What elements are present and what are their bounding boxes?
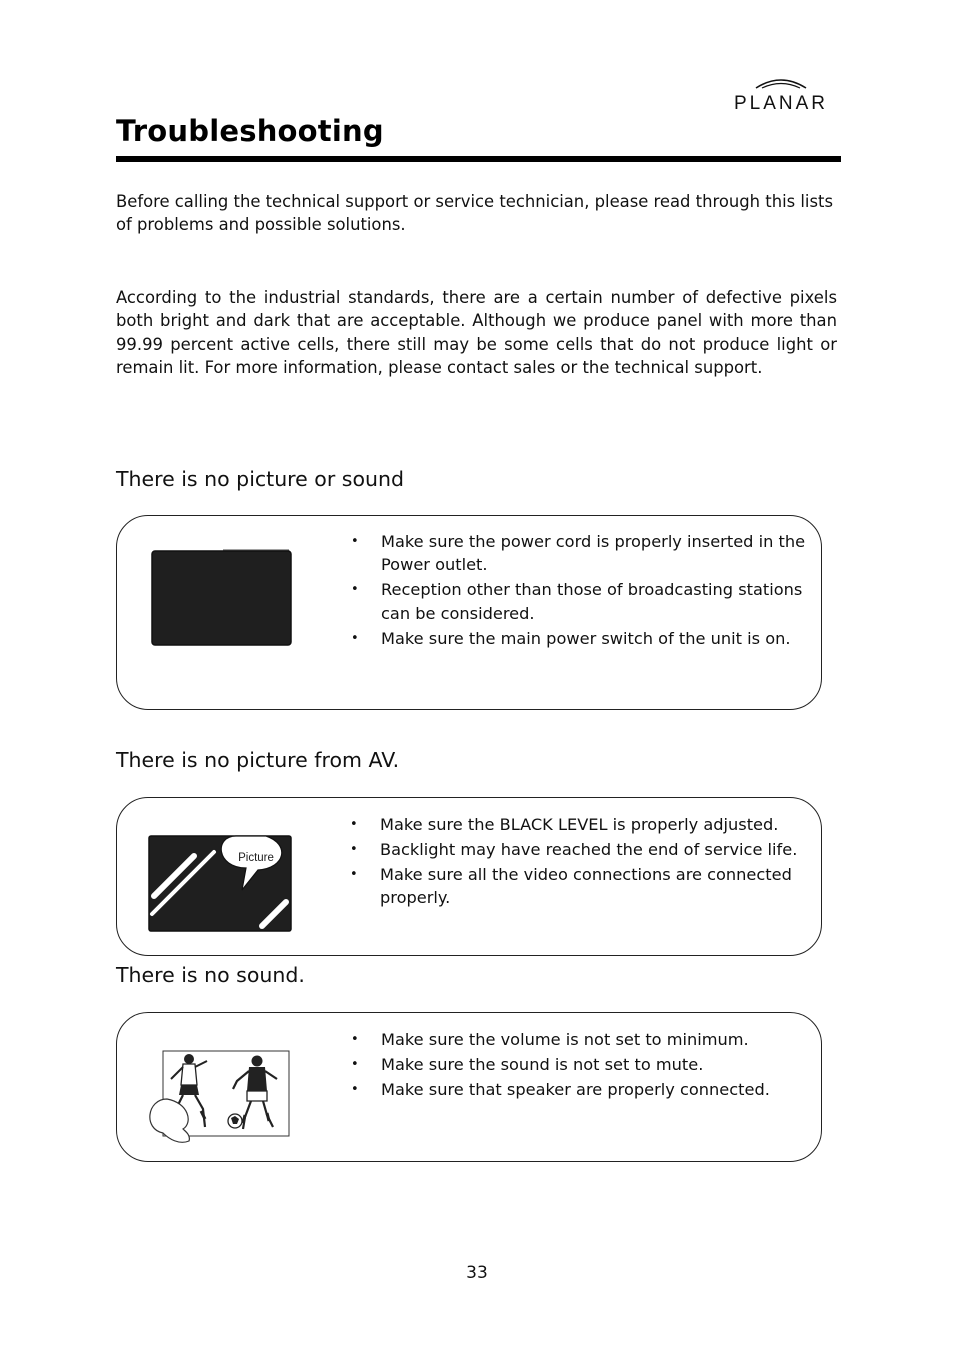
section-title-no-sound: There is no sound. [116, 963, 305, 987]
planar-logo [722, 76, 840, 116]
blank-screen-icon [151, 548, 293, 650]
list-item: • Make sure the sound is not set to mute. [349, 1053, 817, 1076]
solution-list [349, 1028, 817, 1103]
soccer-players-icon [145, 1049, 293, 1149]
list-item: • Make sure that speaker are properly connected. [349, 1078, 817, 1101]
list-item: • Make sure the volume is not set to minimum. [349, 1028, 817, 1051]
list-item: • Make sure the main power switch of the unit is on. [349, 627, 817, 650]
page-number: 33 [466, 1263, 488, 1283]
card-no-picture-or-sound [116, 515, 822, 710]
list-item: • Make sure the power cord is properly inserted in the Power outlet. [349, 530, 817, 577]
list-item: • Make sure all the video connections are connected properly. [348, 863, 816, 910]
section-title-no-picture-or-sound: There is no picture or sound [116, 467, 405, 491]
solution-list [349, 530, 817, 652]
pixel-policy-paragraph: According to the industrial standards, there are a certain number of defective pixels both bright and dark that are acceptable. Although we produce panel with more than 99.99 percent active cells, there still may be some cells that do not produce light or remain lit. For more information, please contact sales or the technical support. [116, 288, 837, 378]
logo-text: PLANAR [733, 93, 829, 114]
logo-arc-icon [754, 76, 808, 90]
card-no-sound [116, 1012, 822, 1162]
list-item: • Make sure the BLACK LEVEL is properly adjusted. [348, 813, 816, 836]
page-title: Troubleshooting [116, 114, 384, 148]
title-rule [116, 156, 841, 162]
intro-paragraph: Before calling the technical support or service technician, please read through this lists of problems and possible solutions. [116, 192, 833, 235]
list-item: • Reception other than those of broadcasting stations can be considered. [349, 578, 817, 625]
bubble-text: Picture [238, 852, 274, 864]
screen-speech-bubble-icon [148, 834, 294, 938]
section-title-no-picture-from-av: There is no picture from AV. [116, 748, 400, 772]
list-item: • Backlight may have reached the end of service life. [348, 838, 816, 861]
card-no-picture-from-av [116, 797, 822, 956]
solution-list [348, 813, 816, 911]
